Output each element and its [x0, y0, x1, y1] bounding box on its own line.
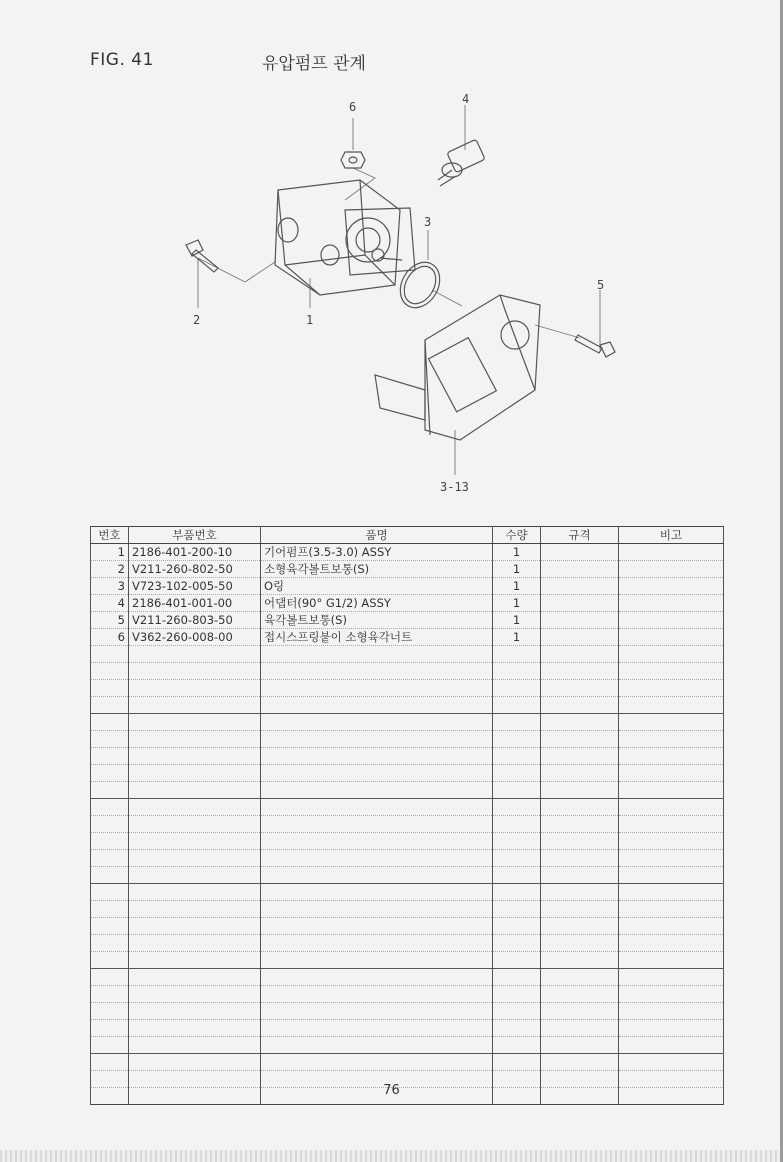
- blank-row: [91, 714, 724, 731]
- blank-cell: [91, 799, 129, 816]
- blank-cell: [261, 935, 493, 952]
- blank-cell: [493, 850, 541, 867]
- cell-quantity: 1: [493, 629, 541, 646]
- cell-spec: [541, 561, 619, 578]
- blank-cell: [261, 969, 493, 986]
- table-row: [91, 612, 724, 629]
- blank-cell: [541, 1003, 619, 1020]
- cell-no: 1: [91, 544, 129, 561]
- blank-cell: [261, 748, 493, 765]
- cell-no: 3: [91, 578, 129, 595]
- blank-cell: [619, 952, 724, 969]
- blank-cell: [619, 731, 724, 748]
- blank-cell: [493, 1037, 541, 1054]
- cell-no: 6: [91, 629, 129, 646]
- blank-cell: [619, 663, 724, 680]
- blank-cell: [129, 646, 261, 663]
- blank-cell: [91, 782, 129, 799]
- cell-part-number: V723-102-005-50: [129, 578, 261, 595]
- table-row: [91, 561, 724, 578]
- blank-row: [91, 867, 724, 884]
- blank-cell: [91, 969, 129, 986]
- blank-cell: [619, 935, 724, 952]
- blank-cell: [619, 680, 724, 697]
- blank-cell: [493, 952, 541, 969]
- blank-cell: [129, 697, 261, 714]
- blank-cell: [493, 816, 541, 833]
- exploded-parts-diagram: [170, 90, 640, 510]
- cell-spec: [541, 629, 619, 646]
- blank-cell: [261, 646, 493, 663]
- blank-row: [91, 901, 724, 918]
- blank-cell: [91, 816, 129, 833]
- callout-1: 1: [306, 313, 314, 327]
- cell-part-number: 2186-401-200-10: [129, 544, 261, 561]
- blank-cell: [493, 884, 541, 901]
- blank-cell: [619, 748, 724, 765]
- figure-label: FIG. 41: [90, 50, 154, 70]
- cell-part-number: 2186-401-001-00: [129, 595, 261, 612]
- cell-remarks: [619, 629, 724, 646]
- blank-cell: [129, 748, 261, 765]
- blank-cell: [619, 1054, 724, 1071]
- blank-row: [91, 1003, 724, 1020]
- blank-row: [91, 663, 724, 680]
- cell-remarks: [619, 612, 724, 629]
- scan-edge: [0, 1150, 783, 1162]
- blank-cell: [91, 1054, 129, 1071]
- blank-cell: [261, 714, 493, 731]
- blank-cell: [91, 833, 129, 850]
- cell-spec: [541, 612, 619, 629]
- blank-cell: [541, 867, 619, 884]
- blank-cell: [91, 1020, 129, 1037]
- callout-3-13: 3-13: [440, 480, 469, 494]
- blank-cell: [541, 901, 619, 918]
- blank-row: [91, 952, 724, 969]
- header-part-name: 품명: [261, 527, 493, 544]
- blank-cell: [129, 969, 261, 986]
- blank-cell: [91, 952, 129, 969]
- blank-cell: [261, 833, 493, 850]
- blank-cell: [541, 680, 619, 697]
- blank-cell: [619, 986, 724, 1003]
- blank-cell: [261, 680, 493, 697]
- cell-quantity: 1: [493, 612, 541, 629]
- cell-part-name: 접시스프링붙이 소형육각너트: [261, 629, 493, 646]
- blank-row: [91, 748, 724, 765]
- blank-row: [91, 1020, 724, 1037]
- cell-remarks: [619, 561, 724, 578]
- cell-spec: [541, 595, 619, 612]
- blank-cell: [619, 646, 724, 663]
- blank-cell: [493, 986, 541, 1003]
- blank-cell: [129, 935, 261, 952]
- blank-cell: [493, 646, 541, 663]
- blank-cell: [619, 765, 724, 782]
- blank-cell: [619, 1020, 724, 1037]
- blank-cell: [619, 1037, 724, 1054]
- blank-cell: [493, 765, 541, 782]
- blank-cell: [129, 782, 261, 799]
- blank-cell: [91, 748, 129, 765]
- blank-row: [91, 731, 724, 748]
- cell-no: 2: [91, 561, 129, 578]
- blank-cell: [261, 1037, 493, 1054]
- blank-cell: [91, 935, 129, 952]
- blank-cell: [541, 969, 619, 986]
- blank-row: [91, 986, 724, 1003]
- blank-cell: [493, 663, 541, 680]
- blank-cell: [129, 850, 261, 867]
- o-ring-part: [392, 255, 447, 315]
- cell-no: 4: [91, 595, 129, 612]
- blank-cell: [493, 1054, 541, 1071]
- blank-cell: [261, 986, 493, 1003]
- blank-cell: [541, 731, 619, 748]
- blank-cell: [541, 952, 619, 969]
- table-row: [91, 629, 724, 646]
- blank-cell: [541, 663, 619, 680]
- blank-cell: [619, 697, 724, 714]
- blank-cell: [91, 850, 129, 867]
- blank-row: [91, 816, 724, 833]
- blank-cell: [619, 850, 724, 867]
- blank-cell: [493, 1003, 541, 1020]
- blank-row: [91, 918, 724, 935]
- parts-table: [90, 526, 724, 1105]
- blank-cell: [541, 850, 619, 867]
- blank-cell: [619, 782, 724, 799]
- blank-cell: [261, 850, 493, 867]
- table-header-row: [91, 527, 724, 544]
- cell-quantity: 1: [493, 595, 541, 612]
- blank-cell: [129, 1037, 261, 1054]
- table-row: [91, 544, 724, 561]
- blank-cell: [129, 833, 261, 850]
- blank-cell: [261, 1054, 493, 1071]
- callout-2: 2: [193, 313, 201, 327]
- cell-remarks: [619, 595, 724, 612]
- blank-row: [91, 680, 724, 697]
- blank-cell: [91, 884, 129, 901]
- blank-cell: [261, 1003, 493, 1020]
- blank-cell: [91, 901, 129, 918]
- blank-cell: [129, 867, 261, 884]
- blank-cell: [493, 697, 541, 714]
- blank-cell: [261, 918, 493, 935]
- header-part-number: 부품번호: [129, 527, 261, 544]
- cell-part-name: 어댑터(90° G1/2) ASSY: [261, 595, 493, 612]
- hex-nut-part: [341, 152, 365, 168]
- blank-cell: [129, 1054, 261, 1071]
- blank-cell: [129, 816, 261, 833]
- blank-cell: [541, 986, 619, 1003]
- blank-row: [91, 969, 724, 986]
- blank-cell: [91, 1003, 129, 1020]
- cell-part-name: O링: [261, 578, 493, 595]
- blank-cell: [261, 782, 493, 799]
- blank-cell: [493, 714, 541, 731]
- blank-cell: [129, 918, 261, 935]
- blank-row: [91, 935, 724, 952]
- blank-cell: [91, 697, 129, 714]
- blank-cell: [493, 799, 541, 816]
- blank-row: [91, 765, 724, 782]
- leader-lines: [198, 105, 600, 475]
- blank-cell: [91, 867, 129, 884]
- callout-4: 4: [462, 92, 470, 106]
- blank-row: [91, 1054, 724, 1071]
- blank-cell: [91, 714, 129, 731]
- table-row: [91, 578, 724, 595]
- blank-cell: [493, 1020, 541, 1037]
- blank-row: [91, 1037, 724, 1054]
- blank-cell: [129, 663, 261, 680]
- blank-row: [91, 646, 724, 663]
- blank-cell: [619, 884, 724, 901]
- callout-5: 5: [597, 278, 605, 292]
- page-number: 76: [383, 1083, 400, 1098]
- blank-cell: [619, 901, 724, 918]
- cell-quantity: 1: [493, 578, 541, 595]
- blank-cell: [541, 935, 619, 952]
- blank-row: [91, 833, 724, 850]
- blank-cell: [493, 969, 541, 986]
- header-remarks: 비고: [619, 527, 724, 544]
- blank-cell: [493, 935, 541, 952]
- blank-cell: [129, 680, 261, 697]
- blank-cell: [541, 697, 619, 714]
- figure-title: 유압펌프 관계: [262, 54, 366, 74]
- cell-part-number: V211-260-803-50: [129, 612, 261, 629]
- bolt-part-2: [186, 240, 218, 272]
- blank-cell: [261, 663, 493, 680]
- blank-cell: [91, 663, 129, 680]
- blank-cell: [91, 765, 129, 782]
- blank-row: [91, 782, 724, 799]
- bracket-part: [375, 295, 540, 440]
- adapter-part: [438, 139, 485, 186]
- blank-cell: [493, 731, 541, 748]
- table-row: [91, 595, 724, 612]
- blank-cell: [129, 765, 261, 782]
- blank-cell: [493, 782, 541, 799]
- blank-cell: [493, 867, 541, 884]
- blank-cell: [91, 986, 129, 1003]
- cell-no: 5: [91, 612, 129, 629]
- blank-cell: [129, 731, 261, 748]
- blank-cell: [129, 1020, 261, 1037]
- cell-spec: [541, 544, 619, 561]
- blank-cell: [261, 867, 493, 884]
- blank-cell: [261, 799, 493, 816]
- blank-cell: [541, 1037, 619, 1054]
- cell-part-name: 소형육각볼트보통(S): [261, 561, 493, 578]
- blank-cell: [91, 1037, 129, 1054]
- blank-cell: [541, 765, 619, 782]
- blank-cell: [541, 799, 619, 816]
- cell-remarks: [619, 578, 724, 595]
- blank-row: [91, 884, 724, 901]
- cell-remarks: [619, 544, 724, 561]
- blank-cell: [261, 697, 493, 714]
- blank-table-rows: [91, 646, 724, 1105]
- blank-cell: [493, 680, 541, 697]
- blank-cell: [541, 816, 619, 833]
- blank-cell: [619, 799, 724, 816]
- blank-cell: [619, 1003, 724, 1020]
- blank-cell: [129, 799, 261, 816]
- blank-cell: [493, 901, 541, 918]
- blank-cell: [129, 714, 261, 731]
- blank-cell: [493, 918, 541, 935]
- blank-cell: [129, 986, 261, 1003]
- header-spec: 규격: [541, 527, 619, 544]
- blank-cell: [261, 731, 493, 748]
- cell-quantity: 1: [493, 561, 541, 578]
- blank-cell: [261, 901, 493, 918]
- blank-cell: [541, 833, 619, 850]
- gear-pump-part: [275, 180, 415, 295]
- blank-row: [91, 799, 724, 816]
- blank-cell: [129, 1003, 261, 1020]
- blank-cell: [619, 867, 724, 884]
- blank-cell: [541, 884, 619, 901]
- header-no: 번호: [91, 527, 129, 544]
- blank-cell: [261, 816, 493, 833]
- cell-part-number: V211-260-802-50: [129, 561, 261, 578]
- blank-cell: [541, 918, 619, 935]
- blank-cell: [541, 1054, 619, 1071]
- bolt-part-5: [575, 335, 615, 357]
- blank-cell: [619, 816, 724, 833]
- callout-6: 6: [349, 100, 357, 114]
- blank-row: [91, 697, 724, 714]
- blank-cell: [129, 952, 261, 969]
- blank-cell: [541, 748, 619, 765]
- cell-quantity: 1: [493, 544, 541, 561]
- blank-cell: [493, 748, 541, 765]
- blank-cell: [91, 731, 129, 748]
- blank-cell: [619, 714, 724, 731]
- blank-cell: [129, 901, 261, 918]
- cell-part-name: 육각볼트보통(S): [261, 612, 493, 629]
- blank-cell: [91, 918, 129, 935]
- blank-cell: [541, 782, 619, 799]
- blank-cell: [619, 918, 724, 935]
- blank-cell: [541, 646, 619, 663]
- blank-cell: [91, 680, 129, 697]
- blank-cell: [91, 646, 129, 663]
- blank-cell: [129, 884, 261, 901]
- blank-cell: [493, 833, 541, 850]
- blank-cell: [261, 952, 493, 969]
- blank-cell: [541, 714, 619, 731]
- cell-spec: [541, 578, 619, 595]
- cell-part-name: 기어펌프(3.5-3.0) ASSY: [261, 544, 493, 561]
- blank-cell: [619, 833, 724, 850]
- blank-cell: [261, 765, 493, 782]
- header-quantity: 수량: [493, 527, 541, 544]
- blank-row: [91, 850, 724, 867]
- cell-part-number: V362-260-008-00: [129, 629, 261, 646]
- blank-cell: [261, 884, 493, 901]
- blank-cell: [619, 969, 724, 986]
- callout-3: 3: [424, 215, 432, 229]
- blank-cell: [541, 1020, 619, 1037]
- blank-cell: [261, 1020, 493, 1037]
